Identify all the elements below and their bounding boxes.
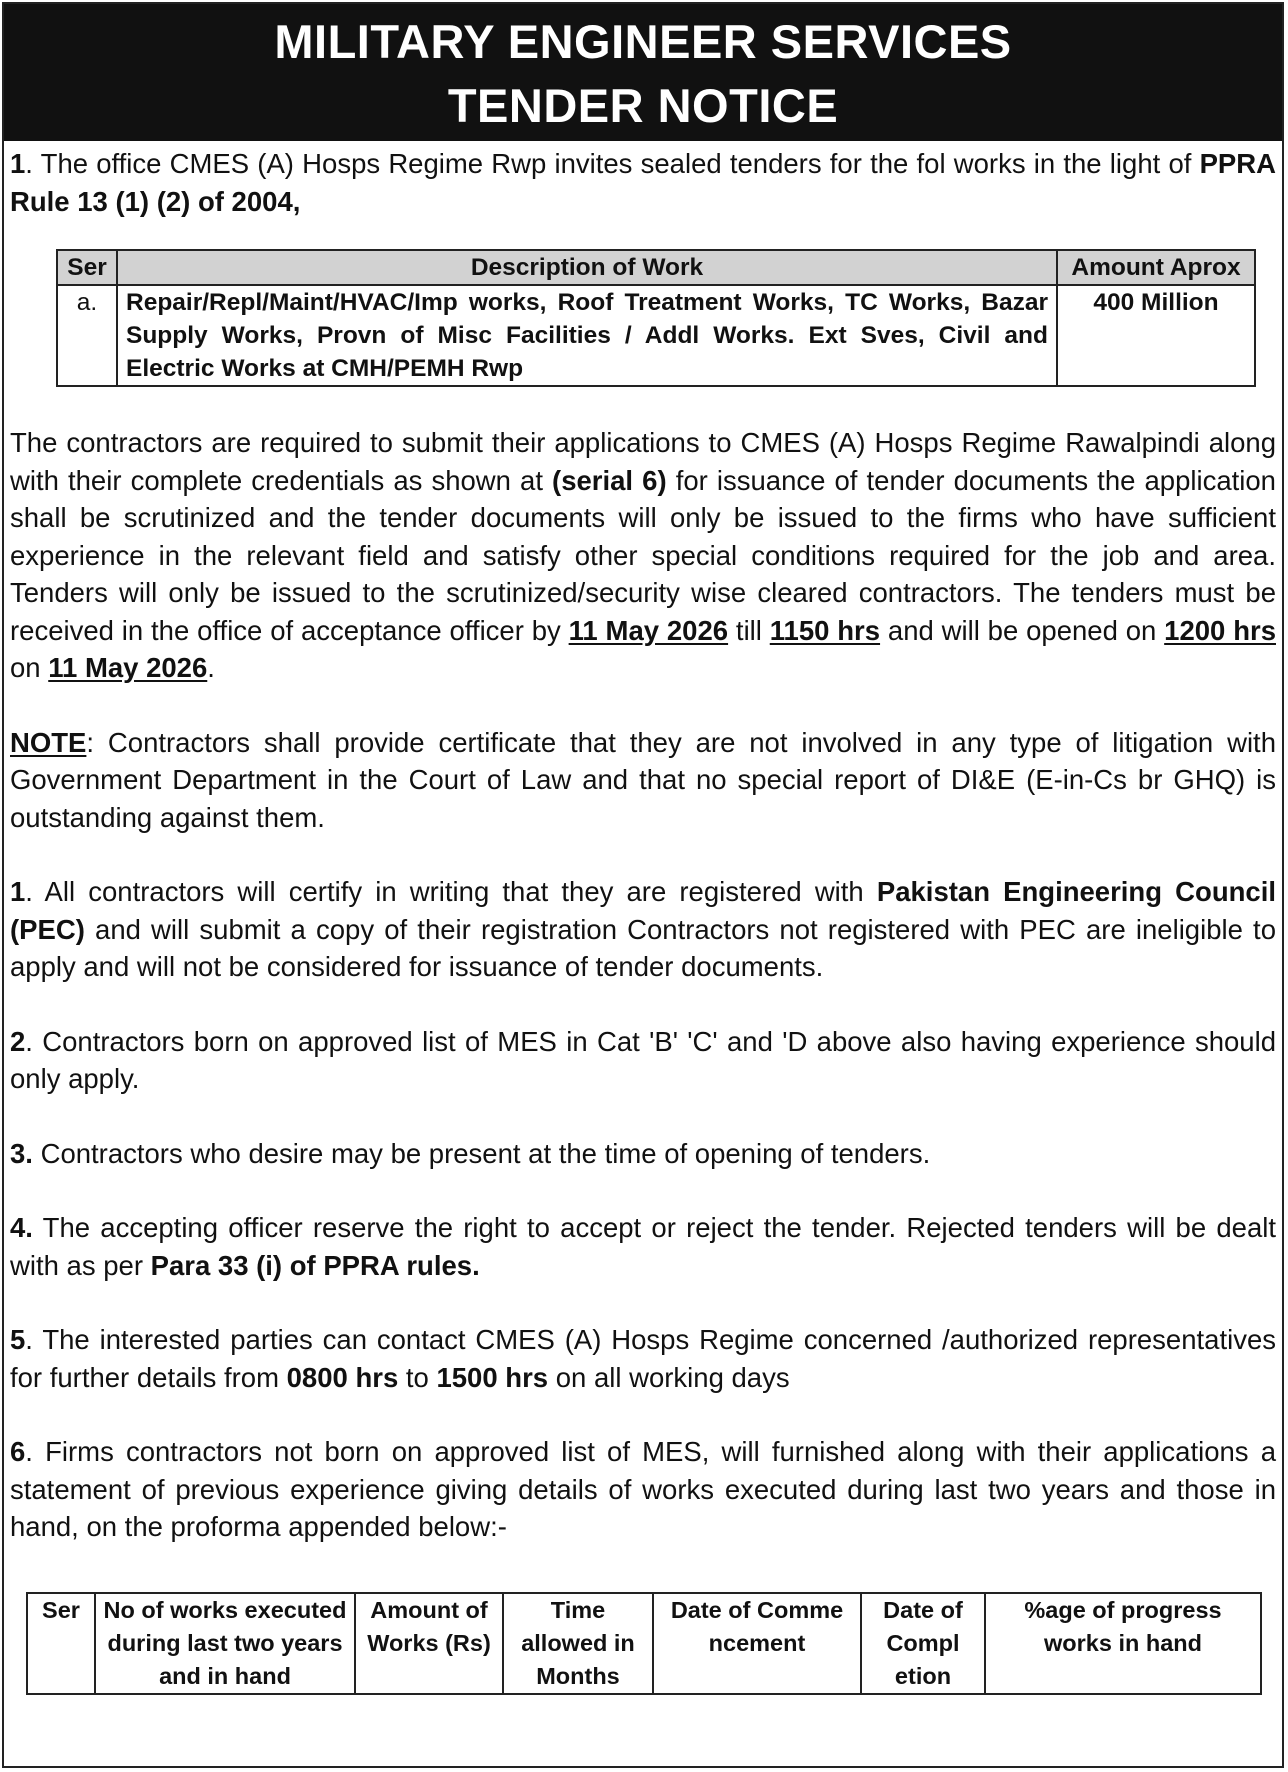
condition-item-6 xyxy=(10,1433,1276,1546)
proforma-header-time: Time allowed in Months xyxy=(503,1593,653,1694)
proforma-header-amount: Amount of Works (Rs) xyxy=(355,1593,503,1694)
item-text: Contractors who desire may be present at the time of opening of tenders. xyxy=(32,1137,931,1169)
works-table-header-row xyxy=(57,250,1255,285)
condition-item-5 xyxy=(10,1321,1276,1396)
works-row-description: Repair/Repl/Maint/HVAC/Imp works, Roof Treatment Works, TC Works, Bazar Supply Works, Provn of Misc Facilities / Addl Works. Ext Sves, Civil and Electric Works at CMH/PEMH Rwp xyxy=(117,285,1057,386)
works-header-amount: Amount Aprox xyxy=(1057,250,1255,285)
receive-time: 1150 hrs xyxy=(769,614,881,646)
proforma-header-works: No of works executed during last two years and in hand xyxy=(95,1593,355,1694)
condition-item-3 xyxy=(10,1135,1276,1173)
item-number: 3. xyxy=(10,1137,33,1169)
proforma-table xyxy=(26,1592,1262,1695)
proforma-header-row xyxy=(27,1593,1261,1694)
item-text: . All contractors will certify in writing that they are registered with xyxy=(25,876,877,907)
open-date: 11 May 2026 xyxy=(48,652,208,683)
receive-date: 11 May 2026 xyxy=(568,614,729,646)
item-text: . Contractors born on approved list of MES in Cat 'B' 'C' and 'D above also having experience should only apply. xyxy=(10,1025,1276,1094)
note-text: : Contractors shall provide certificate that they are not involved in any type of litigation with Government Department in the Court of Law and that no special report of DI&E (E-in-Cs br GHQ) is outstanding against them. xyxy=(10,726,1276,833)
proforma-header-ser: Ser xyxy=(27,1593,95,1694)
table-row xyxy=(57,285,1255,386)
proforma-header-completion: Date of Compl etion xyxy=(861,1593,985,1694)
intro-rule: PPRA Rule 13 (1) (2) of 2004, xyxy=(10,148,1276,217)
item-text: . The interested parties can contact CMES (A) Hosps Regime concerned /authorized representatives for further details from xyxy=(10,1324,1276,1393)
contact-from-time: 0800 hrs xyxy=(286,1361,399,1393)
para-text-a: The contractors are required to submit their applications to CMES (A) Hosps Regime Rawalpindi along with their complete credentials as shown at xyxy=(10,427,1276,496)
header-title: MILITARY ENGINEER SERVICES xyxy=(274,15,1012,68)
note-label: NOTE xyxy=(10,726,87,758)
item-text: on all working days xyxy=(548,1361,790,1393)
intro-number: 1 xyxy=(10,148,26,179)
para-text-b: for issuance of tender documents the application shall be scrutinized and the tender documents will only be issued to the firms who have sufficient experience in the relevant field and satisfy other special conditions required for the job and area. Tenders will only be issued to the scrutinized/security wise cleared contractors. The tenders must be received in the office of acceptance officer by xyxy=(10,464,1276,646)
para-text-e: on xyxy=(10,652,49,683)
works-header-ser: Ser xyxy=(57,250,117,285)
intro-text: . The office CMES (A) Hosps Regime Rwp invites sealed tenders for the fol works in the light of xyxy=(25,148,1200,179)
works-table xyxy=(56,249,1256,387)
notice-body xyxy=(4,145,1282,1695)
open-time: 1200 hrs xyxy=(1164,614,1276,646)
header-subtitle: TENDER NOTICE xyxy=(447,79,839,132)
item-number: 1 xyxy=(10,876,26,907)
item-number: 6 xyxy=(10,1436,26,1467)
works-row-ser: a. xyxy=(57,285,117,386)
item-text: and will submit a copy of their registration Contractors not registered with PEC are ineligible to apply and will not be considered for issuance of tender documents. xyxy=(10,913,1276,982)
works-row-amount: 400 Million xyxy=(1057,285,1255,386)
item-number: 5 xyxy=(10,1324,26,1355)
condition-item-4 xyxy=(10,1209,1276,1284)
works-header-description: Description of Work xyxy=(117,250,1057,285)
item-number: 4. xyxy=(10,1212,33,1243)
proforma-header-progress: %age of progress works in hand xyxy=(985,1593,1261,1694)
para-text-d: and will be opened on xyxy=(880,614,1165,646)
item-text: . Firms contractors not born on approved list of MES, will furnished along with their applications a statement of previous experience giving details of works executed during last two years and those in hand, on the proforma appended below:- xyxy=(10,1436,1276,1542)
notice-header xyxy=(4,4,1282,141)
item-bold: Pakistan Engineering Council (PEC) xyxy=(10,876,1277,945)
intro-paragraph xyxy=(10,145,1276,220)
item-number: 2 xyxy=(10,1025,26,1057)
para-text-c: till xyxy=(728,614,770,646)
item-text: to xyxy=(398,1361,437,1393)
para-text-f: . xyxy=(207,652,215,683)
note-paragraph xyxy=(10,724,1276,837)
submission-paragraph xyxy=(10,424,1276,687)
contact-to-time: 1500 hrs xyxy=(436,1361,549,1393)
tender-notice xyxy=(2,2,1284,1768)
condition-item-1 xyxy=(10,873,1276,986)
condition-item-2 xyxy=(10,1023,1276,1098)
item-text: The accepting officer reserve the right to accept or reject the tender. Rejected tenders will be dealt with as per xyxy=(10,1212,1276,1281)
item-bold: Para 33 (i) of PPRA rules. xyxy=(150,1249,480,1281)
serial-ref: (serial 6) xyxy=(552,464,667,496)
proforma-header-commencement: Date of Comme ncement xyxy=(653,1593,861,1694)
